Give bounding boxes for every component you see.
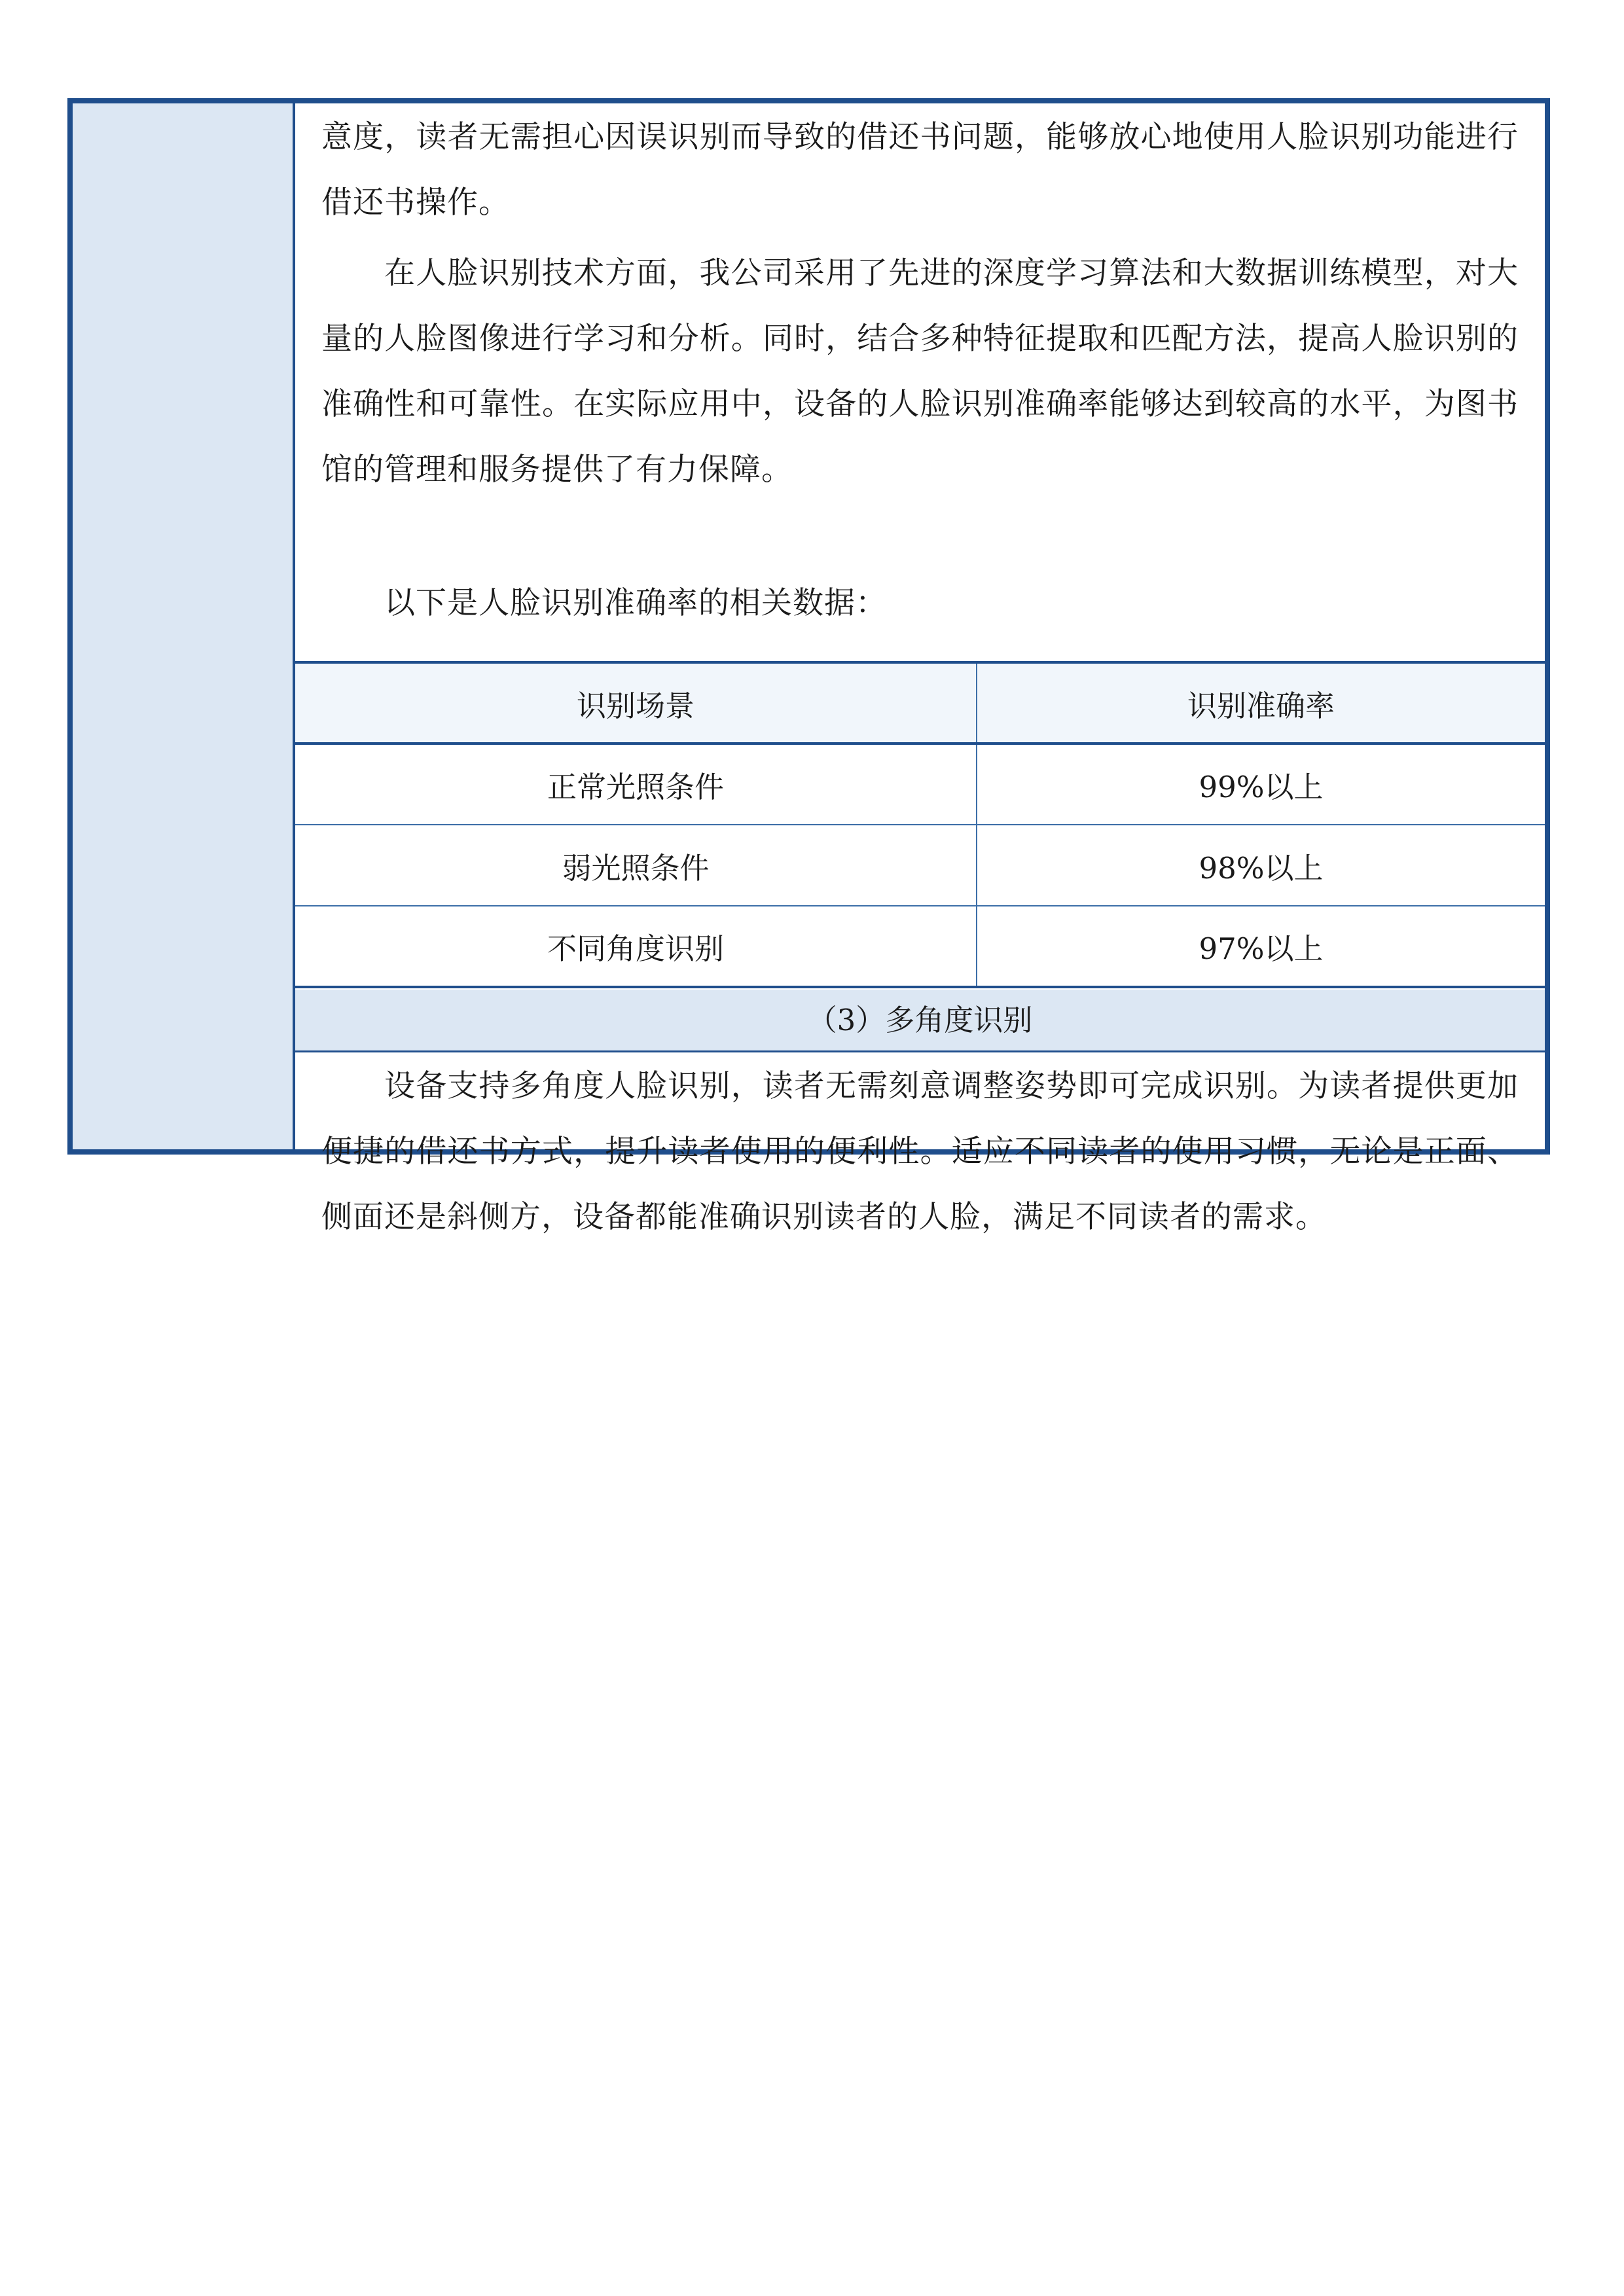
paragraph-multi-angle: 设备支持多角度人脸识别，读者无需刻意调整姿势即可完成识别。为读者提供更加便捷的借还书方式，提升读者使用的便利性。适应不同读者的使用习惯，无论是正面、侧面还是斜侧方，设备都能准确识别读者的人脸，满足不同读者的需求。: [321, 1068, 1519, 1235]
cell-scenario: 弱光照条件: [295, 825, 977, 906]
paragraph-continuation: 意度，读者无需担心因误识别而导致的借还书问题，能够放心地使用人脸识别功能进行借还书操作。: [321, 119, 1519, 221]
cell-scenario: 正常光照条件: [295, 744, 977, 825]
cell-scenario: 不同角度识别: [295, 906, 977, 987]
cell-accuracy: 97%以上: [977, 906, 1545, 987]
paragraph-multi-angle-block: [295, 1054, 1545, 1250]
accuracy-table: [295, 661, 1545, 988]
table-row: [295, 906, 1545, 987]
header-scenario: 识别场景: [295, 662, 977, 744]
section-heading: （3）多角度识别: [295, 990, 1545, 1052]
content-cell: [295, 103, 1545, 1235]
paragraph-intro-block: [295, 571, 1545, 636]
paragraph-intro: 以下是人脸识别准确率的相关数据：: [384, 585, 887, 621]
paragraph-tech-block: [295, 241, 1545, 503]
left-label-column: [73, 103, 295, 1149]
table-row: [295, 744, 1545, 825]
cell-accuracy: 99%以上: [977, 744, 1545, 825]
cell-accuracy: 98%以上: [977, 825, 1545, 906]
content-frame: [67, 98, 1550, 1235]
paragraph-tech: 在人脸识别技术方面，我公司采用了先进的深度学习算法和大数据训练模型，对大量的人脸图像进行学习和分析。同时，结合多种特征提取和匹配方法，提高人脸识别的准确性和可靠性。在实际应用中，设备的人脸识别准确率能够达到较高的水平，为图书馆的管理和服务提供了有力保障。: [321, 255, 1519, 488]
header-accuracy: 识别准确率: [977, 662, 1545, 744]
table-row: [295, 825, 1545, 906]
paragraph-continuation-block: [295, 105, 1545, 236]
table-header-row: [295, 662, 1545, 744]
